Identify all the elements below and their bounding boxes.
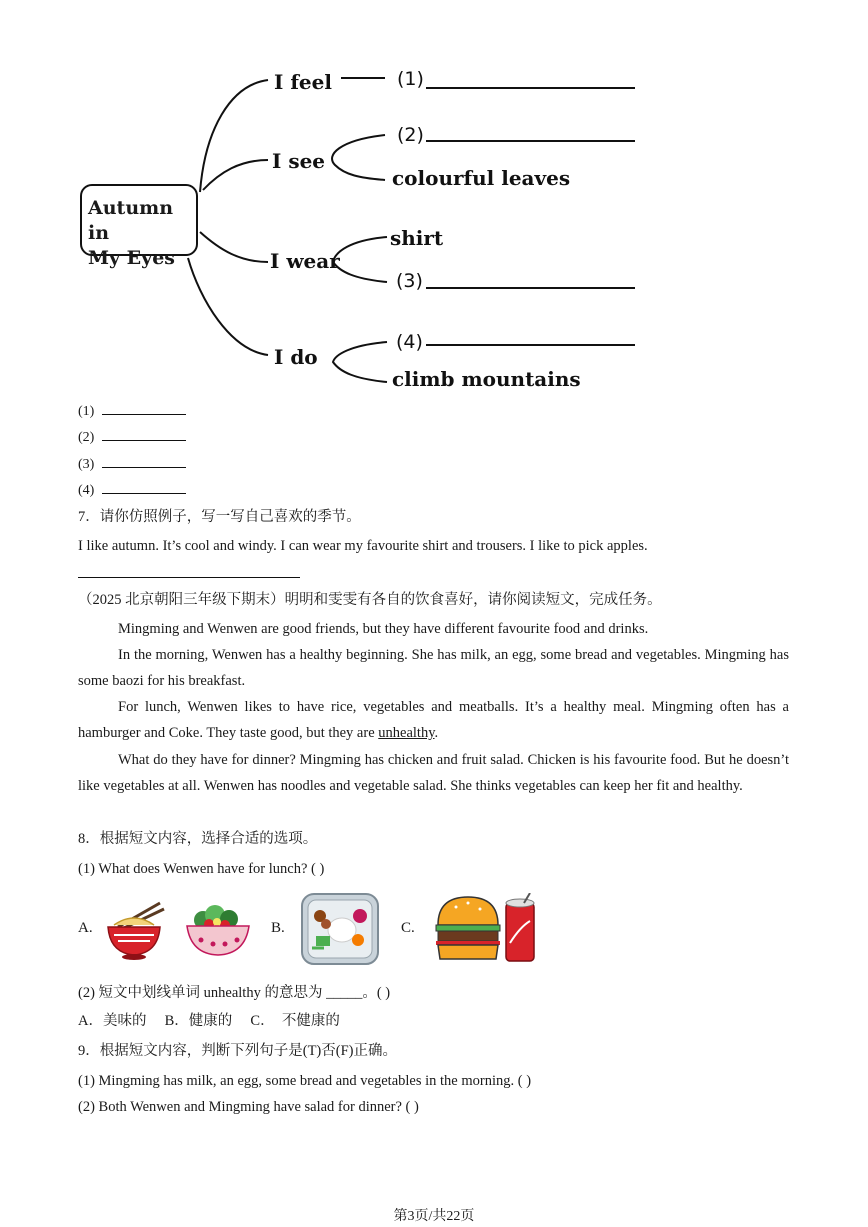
option-a-label[interactable]: A. <box>78 920 93 936</box>
paragraph-3-end: . <box>434 725 439 741</box>
answer-label: (4) <box>78 483 95 498</box>
option-b-label[interactable]: B. <box>271 920 285 936</box>
branch-label-do: I do <box>274 345 318 369</box>
blank-underline <box>102 427 186 441</box>
branch-wear-item-1: shirt <box>390 226 444 250</box>
blank-underline <box>102 480 186 494</box>
branch-label-feel: I feel <box>274 70 332 94</box>
answer-label: (2) <box>78 430 95 445</box>
lunch-box-icon <box>298 888 382 970</box>
passage-paragraph-2: In the morning, Wenwen has a healthy beginning. She has milk, an egg, some bread and vegetables. Mingming has some baozi for his breakfast. <box>78 647 789 689</box>
passage-paragraph-1: Mingming and Wenwen are good friends, but they have different favourite food and drinks. <box>118 621 649 637</box>
question-8-prompt: 8．根据短文内容，选择合适的选项。 <box>78 831 318 847</box>
question-9-prompt: 9．根据短文内容，判断下列句子是(T)否(F)正确。 <box>78 1043 397 1059</box>
answer-blank-2[interactable] <box>78 427 186 448</box>
question-8-sub-1: (1) What does Wenwen have for lunch? ( ) <box>78 861 325 877</box>
noodle-bowl-icon <box>100 897 168 961</box>
branch-label-see: I see <box>272 149 326 173</box>
branch-see-item-2: colourful leaves <box>392 166 571 190</box>
paragraph-3-text: For lunch, Wenwen likes to have rice, vegetables and meatballs. It’s a healthy meal. Mingming often has a hamburger and Coke. They taste good, but they are <box>78 699 789 741</box>
hamburger-coke-icon <box>434 893 542 965</box>
answer-label: (1) <box>78 404 95 419</box>
answer-blank-1[interactable] <box>78 401 186 422</box>
passage-paragraph-4: What do they have for dinner? Mingming has chicken and fruit salad. Chicken is his favourite food. But he doesn’t like vegetables at all. Wenwen has noodles and vegetable salad. She thinks vegetables can keep her fit and healthy. <box>78 752 789 794</box>
question-7-example: I like autumn. It’s cool and windy. I can wear my favourite shirt and trousers. I like to pick apples. <box>78 538 648 554</box>
question-9-sub-2: (2) Both Wenwen and Mingming have salad for dinner? ( ) <box>78 1099 419 1115</box>
option-c-label[interactable]: C. <box>401 920 415 936</box>
salad-bowl-icon <box>183 900 253 960</box>
writing-line[interactable] <box>78 577 300 578</box>
blank-underline <box>102 454 186 468</box>
mind-map-center: Autumn in My Eyes <box>80 184 198 256</box>
blank-underline <box>102 401 186 415</box>
passage-paragraph-3 <box>78 694 789 746</box>
question-9-sub-1: (1) Mingming has milk, an egg, some bread and vegetables in the morning. ( ) <box>78 1073 532 1089</box>
branch-wear-item-2: (3) <box>396 270 423 292</box>
page-number: 第3页/共22页 <box>393 1209 475 1224</box>
branch-feel-item-1: (1) <box>397 68 424 90</box>
underlined-word: unhealthy <box>378 725 435 741</box>
branch-do-item-1: (4) <box>396 331 423 353</box>
branch-do-item-2: climb mountains <box>392 367 581 391</box>
passage-intro: （2025 北京朝阳三年级下期末）明明和雯雯有各自的饮食喜好，请你阅读短文，完成任务。 <box>78 592 662 608</box>
branch-see-item-1: (2) <box>397 124 424 146</box>
question-8-choices[interactable]: A．美味的 B．健康的 C． 不健康的 <box>78 1013 340 1029</box>
answer-label: (3) <box>78 457 95 472</box>
question-8-sub-2: (2) 短文中划线单词 unhealthy 的意思为 _____。( ) <box>78 985 391 1001</box>
branch-label-wear: I wear <box>270 249 340 273</box>
question-7-prompt: 7．请你仿照例子，写一写自己喜欢的季节。 <box>78 509 361 525</box>
answer-blank-4[interactable] <box>78 480 186 501</box>
answer-blank-3[interactable] <box>78 454 186 475</box>
